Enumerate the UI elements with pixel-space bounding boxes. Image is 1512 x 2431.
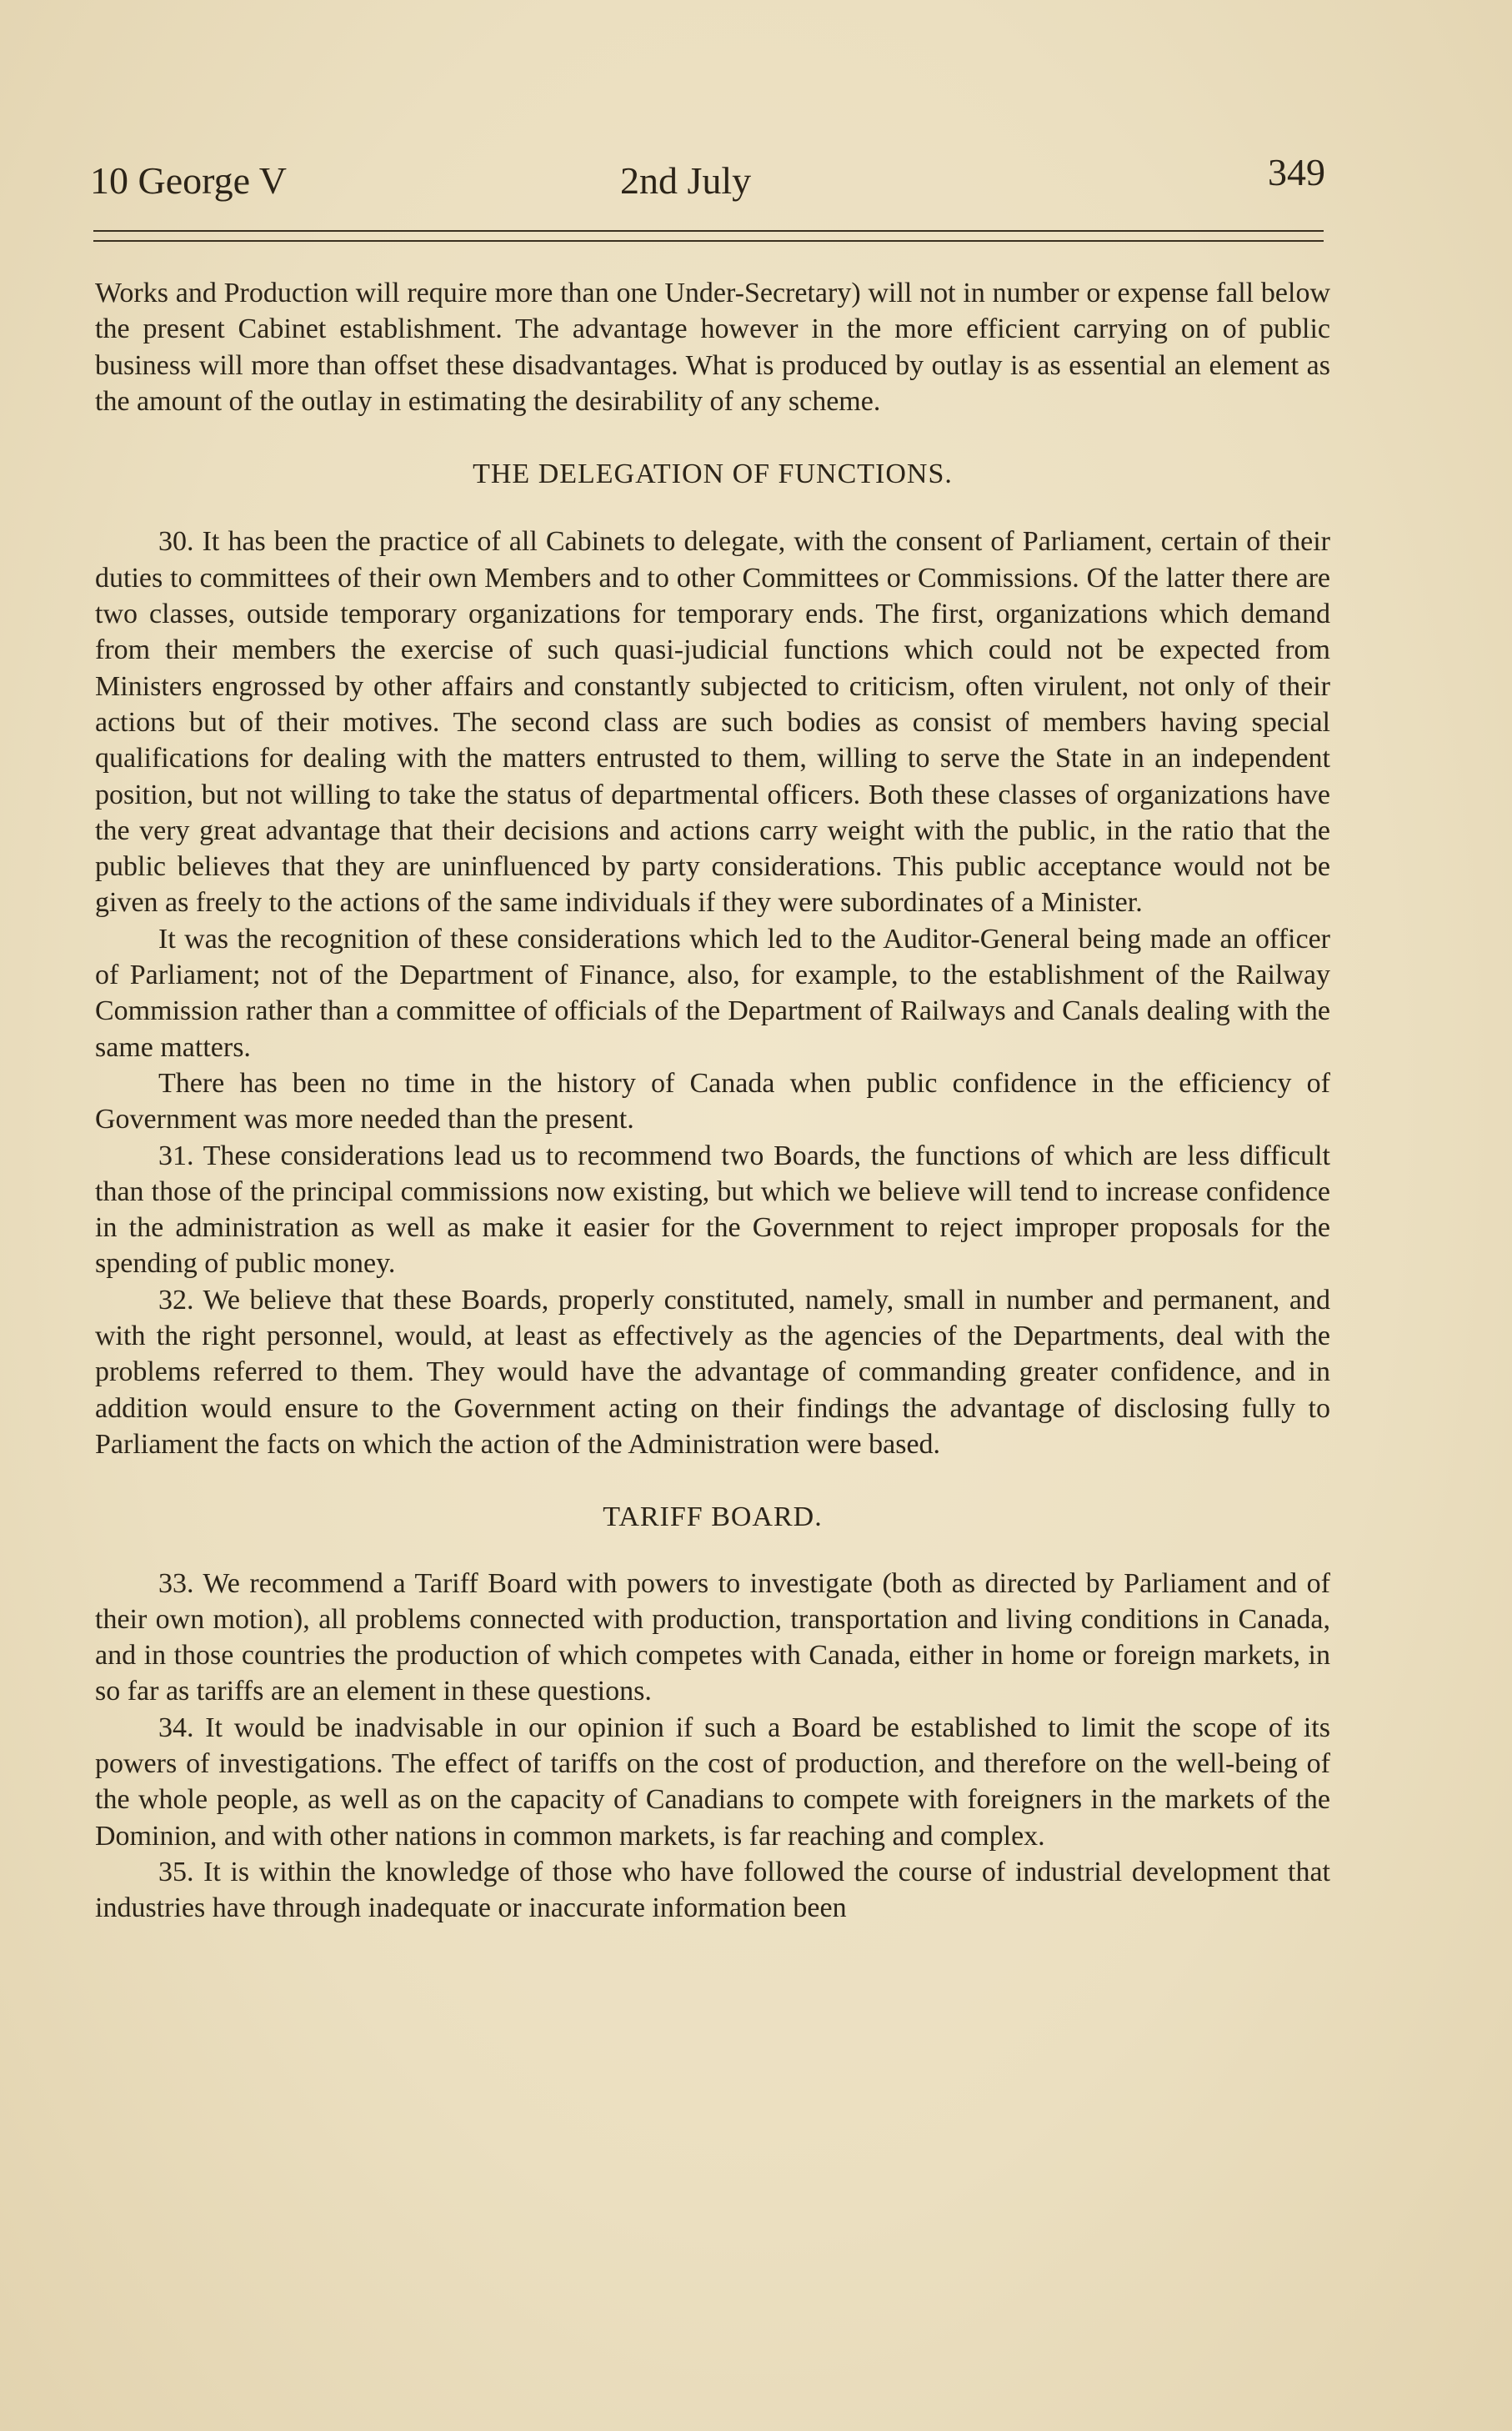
header-rule-top — [93, 230, 1324, 232]
page-number: 349 — [1268, 151, 1325, 193]
paragraph-30: 30. It has been the practice of all Cabinets to delegate, with the consent of Parliament, certain of their duties to committees of their own Members and to other Committees or Commissions. Of the latter there are two classes, outside temporary organizations for temporary ends. The first, organizations which demand from their members the exercise of such quasi-judicial functions which could not be expected from Ministers engrossed by other affairs and constantly subjected to criticism, often virulent, not only of their actions but of their motives. The second class are such bodies as consist of members having special qualifications for dealing with the matters entrusted to them, willing to serve the State in an independent position, but not willing to take the status of departmental officers. Both these classes of organizations have the very great advantage that their decisions and actions carry weight with the public, in the ratio that the public believes that they are uninfluenced by party considerations. This public acceptance would not be given as freely to the actions of the same individuals if they were subordinates of a Minister. — [95, 526, 1330, 919]
section-heading-tariff-board: TARIFF BOARD. — [603, 1501, 823, 1533]
header-regnal-year: 10 George V — [90, 159, 287, 202]
page-header — [90, 148, 1325, 215]
paragraph-30-auditor: It was the recognition of these considerations which led to the Auditor-General being made an officer of Parliament; not of the Department of Finance, also, for example, to the establishment of the Railway Commission rather than a committee of officials of the Department of Railways and Canals dealing with the same matters. — [95, 923, 1330, 1063]
body-text — [95, 275, 1330, 1926]
paragraph-30-confidence: There has been no time in the history of Canada when public confidence in the efficiency of Government was more needed than the present. — [95, 1067, 1330, 1135]
paragraph-continued: Works and Production will require more than one Under-Secretary) will not in number or expense fall below the present Cabinet establishment. The advantage however in the more efficient carrying on of public business will more than offset these disadvantages. What is produced by outlay is as essential an element as the amount of the outlay in estimating the desirability of any scheme. — [95, 278, 1330, 417]
paragraph-31: 31. These considerations lead us to recommend two Boards, the functions of which are less difficult than those of the principal commissions now existing, but which we believe will tend to increase confidence in the administration as well as make it easier for the Government to reject improper proposals for the spending of public money. — [95, 1140, 1330, 1280]
paragraph-35: 35. It is within the knowledge of those who have followed the course of industrial development that industries have through inadequate or inaccurate information been — [95, 1856, 1330, 1924]
header-rule-bottom — [93, 240, 1324, 242]
paragraph-34: 34. It would be inadvisable in our opinion if such a Board be established to limit the scope of its powers of investigations. The effect of tariffs on the cost of production, and therefore on the well-being of the whole people, as well as on the capacity of Canadians to compete with foreigners in the markets of the Dominion, and with other nations in common markets, is far reaching and complex. — [95, 1712, 1330, 1852]
paragraph-33: 33. We recommend a Tariff Board with powers to investigate (both as directed by Parliament and of their own motion), all problems connected with production, transportation and living conditions in Canada, and in those countries the production of which competes with Canada, either in home or foreign markets, in so far as tariffs are an element in these questions. — [95, 1567, 1330, 1707]
section-heading-delegation: THE DELEGATION OF FUNCTIONS. — [473, 459, 953, 490]
header-date: 2nd July — [620, 159, 752, 202]
paragraph-32: 32. We believe that these Boards, properly constituted, namely, small in number and permanent, and with the right personnel, would, at least as effectively as the agencies of the Departments, deal with the problems referred to them. They would have the advantage of commanding greater confidence, and in addition would ensure to the Government acting on their findings the advantage of disclosing fully to Parliament the facts on which the action of the Administration were based. — [95, 1284, 1330, 1460]
